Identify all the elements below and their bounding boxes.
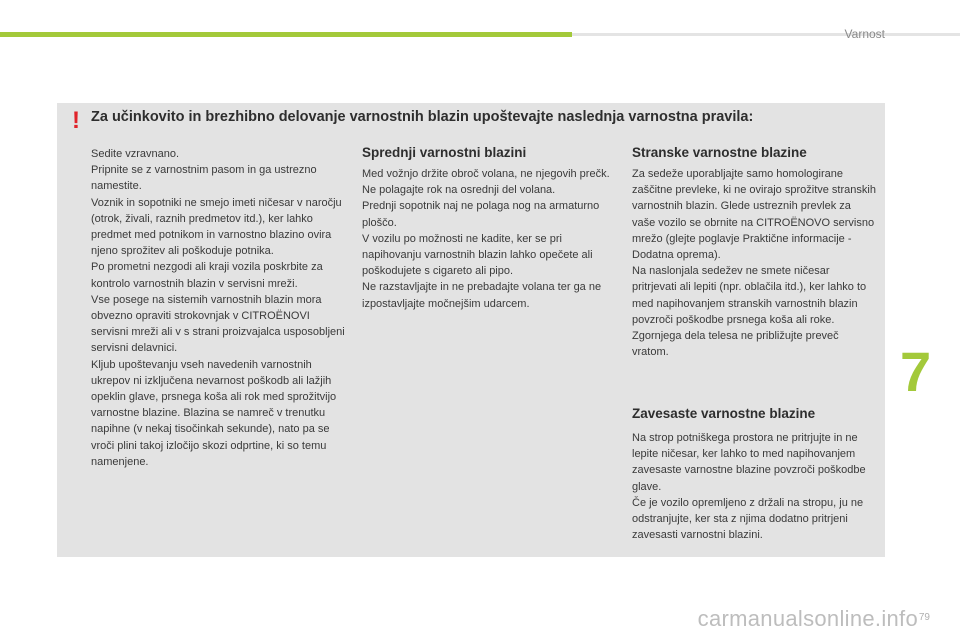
general-rules	[91, 146, 345, 470]
panel-heading: Za učinkovito in brezhibno delovanje varnostnih blazin upoštevajte naslednja varnostna pravila:	[91, 109, 754, 125]
paragraph: Med vožnjo držite obroč volana, ne njegovih prečk. Ne polagajte rok na osrednji del volana.	[362, 168, 610, 197]
header-accent-bar	[0, 32, 572, 37]
page-number: 79	[918, 612, 930, 623]
paragraph: Sedite vzravnano.	[91, 148, 180, 160]
paragraph: Na naslonjala sedežev ne smete ničesar pritrjevati ali lepiti (npr. oblačila itd.), ker lahko to med napihovanjem stranskih varnostnih blazin povzroči poškodbe prsnega koša ali roke.	[632, 265, 867, 326]
paragraph: Vse posege na sistemih varnostnih blazin mora obvezno opraviti strokovnjak v CITROËNOVI servisni mreži ali v s strani proizvajalca usposobljeni servisni delavnici.	[91, 293, 345, 355]
chapter-number: 7	[900, 340, 932, 403]
front-airbags-title: Sprednji varnostni blazini	[362, 145, 527, 160]
side-airbags-title: Stranske varnostne blazine	[632, 145, 807, 160]
paragraph: Ne razstavljajte in ne prebadajte volana ter ga ne izpostavljajte močnejšim udarcem.	[362, 281, 602, 310]
paragraph: Če je vozilo opremljeno z držali na stropu, ju ne odstranjujte, ker sta z njima dodatno pritrjeni zavesasti varnostni blazini.	[632, 496, 864, 542]
paragraph: Voznik in sopotniki ne smejo imeti ničesar v naročju (otrok, živali, raznih predmetov itd.), ker lahko predmet med potnikom in varnostno blazino ovira njeno sprožitev ali poškoduje potnika.	[91, 196, 342, 258]
watermark: carmanualsonline.info	[697, 606, 918, 631]
front-airbags-text	[362, 166, 612, 312]
paragraph: Kljub upoštevanju vseh navedenih varnostnih ukrepov ni izključena nevarnost poškodb ali lažjih opeklin glave, prsnega koša ali rok med sprožitvijo varnostne blazine. Blazina se namreč v trenutku napihne (v nekaj tisočinkah sekunde), nato pa se vroči plini takoj izločijo skozi odprtine, ki so temu namenjene.	[91, 358, 337, 468]
exclamation-icon: !	[72, 107, 80, 134]
side-airbags-text	[632, 166, 877, 360]
paragraph: Prednji sopotnik naj ne polaga nog na armaturno ploščo.	[362, 200, 600, 229]
paragraph: Po prometni nezgodi ali kraji vozila poskrbite za kontrolo varnostnih blazin v servisni mreži.	[91, 261, 323, 290]
curtain-airbags-title: Zavesaste varnostne blazine	[632, 406, 816, 421]
paragraph: Na strop potniškega prostora ne pritrjujte in ne lepite ničesar, ker lahko to med napihovanjem zavesaste varnostne blazine povzroči poškodbe glave.	[632, 432, 866, 493]
paragraph: V vozilu po možnosti ne kadite, ker se pri napihovanju varnostnih blazin lahko opečete ali poškodujete s cigareto ali pipo.	[362, 232, 593, 278]
header-divider	[572, 33, 960, 36]
curtain-airbags-text	[632, 430, 877, 543]
section-title: Varnost	[844, 27, 885, 41]
paragraph: Za sedeže uporabljajte samo homologirane zaščitne prevleke, ki ne ovirajo sprožitve stranskih varnostnih blazin. Glede ustreznih prevlek za vaše vozilo se obrnite na CITROËNOVO servisno mrežo (glejte poglavje Praktične informacije - Dodatna oprema).	[632, 168, 876, 262]
paragraph: Pripnite se z varnostnim pasom in ga ustrezno namestite.	[91, 164, 317, 193]
paragraph: Zgornjega dela telesa ne približujte preveč vratom.	[632, 330, 839, 359]
